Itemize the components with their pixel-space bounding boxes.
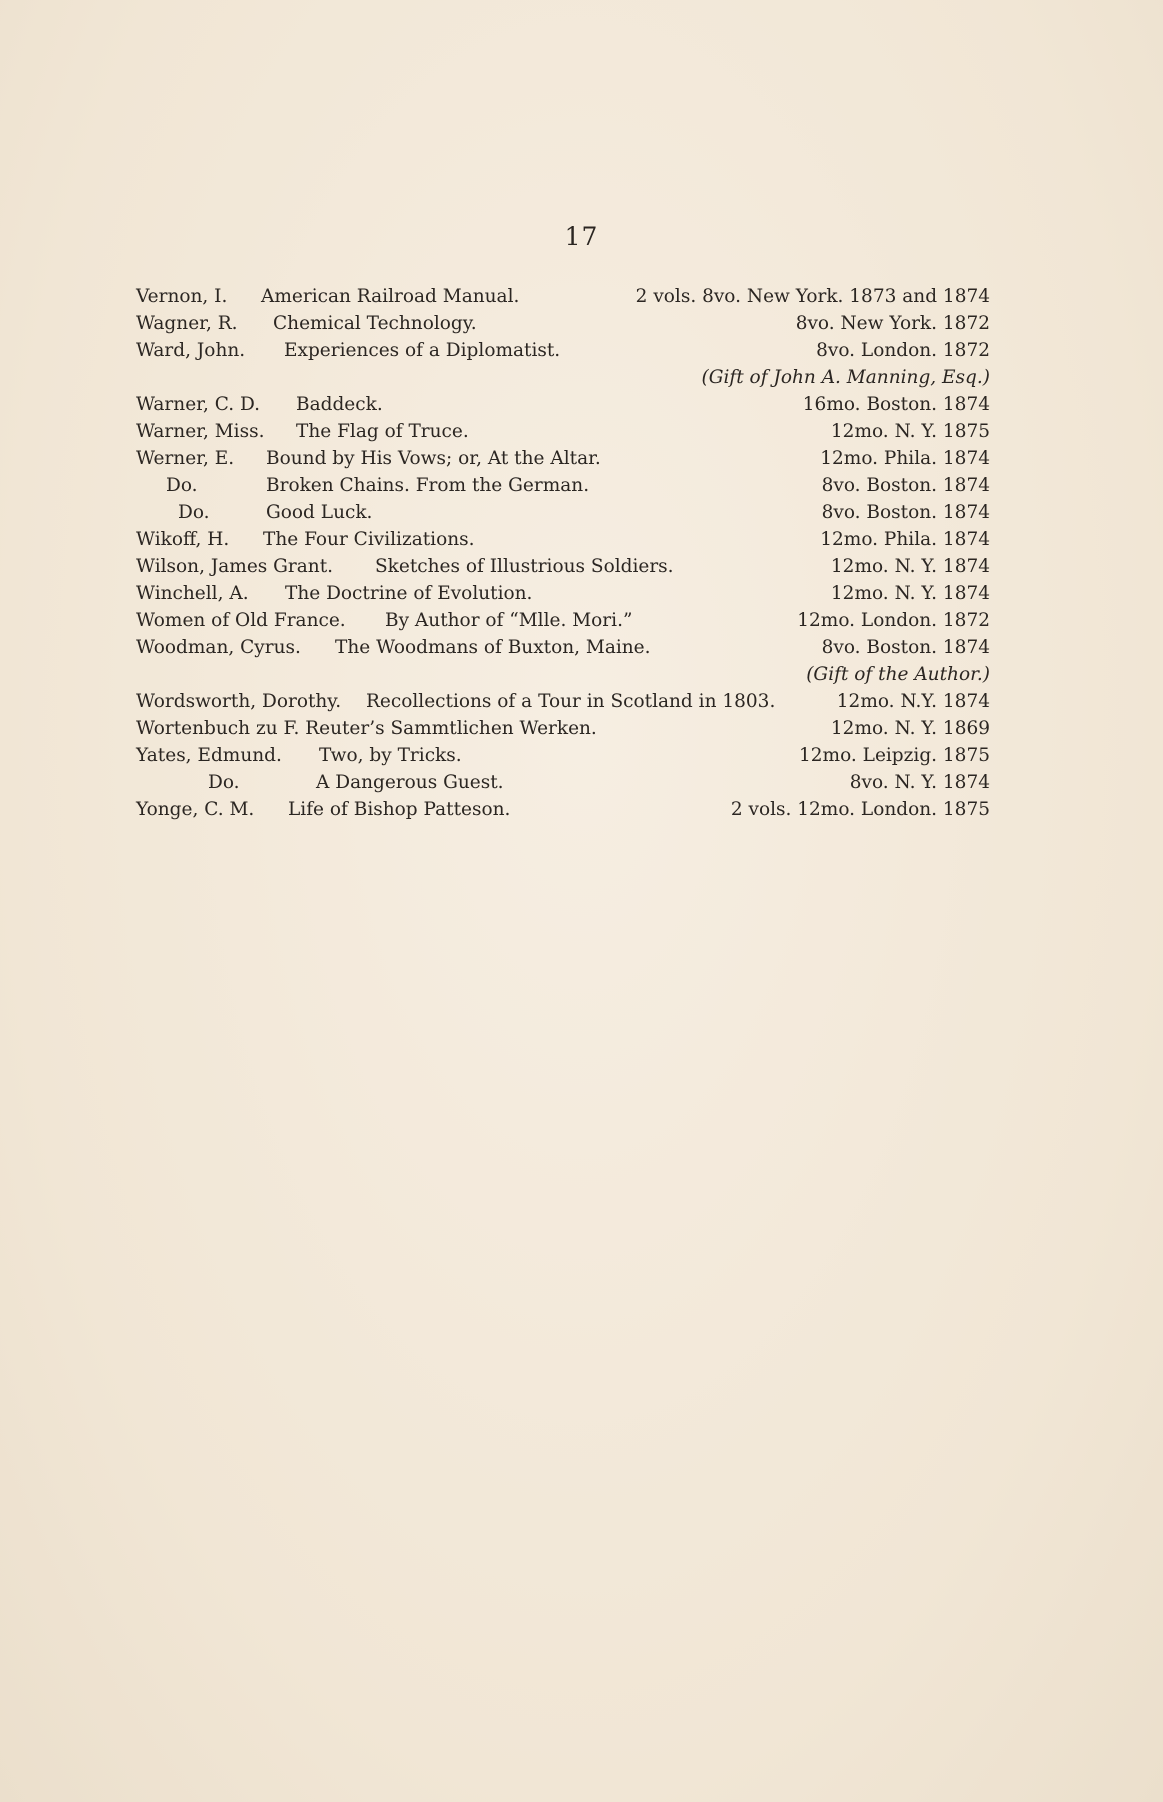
- catalog-entry: [136, 742, 990, 769]
- entry-imprint: 8vo. New York. 1872: [795, 313, 990, 334]
- entry-imprint: 8vo. Boston. 1874: [821, 475, 990, 496]
- entry-title: Experiences of a Diplomatist.: [284, 340, 561, 361]
- entry-author: Do.: [166, 475, 198, 496]
- entry-author: Yonge, C. M.: [136, 799, 255, 820]
- entry-author: Wortenbuch zu F. Reuter’s Sammtlichen Werken.: [136, 718, 597, 739]
- entry-title: By Author of “Mlle. Mori.”: [385, 610, 633, 631]
- entry-author: Warner, C. D.: [136, 394, 261, 415]
- entry-imprint: 12mo. Phila. 1874: [820, 529, 990, 550]
- entry-title: Recollections of a Tour in Scotland in 1803.: [366, 691, 776, 712]
- entry-author: Woodman, Cyrus.: [136, 637, 301, 658]
- entry-imprint: 8vo. London. 1872: [816, 340, 990, 361]
- catalog-entry: [136, 688, 990, 715]
- catalog-entry: [136, 310, 990, 337]
- entry-imprint: 12mo. N. Y. 1874: [830, 556, 990, 577]
- catalog-entry: [136, 769, 990, 796]
- catalog-entry: [136, 499, 990, 526]
- entry-imprint: 2 vols. 8vo. New York. 1873 and 1874: [635, 286, 990, 307]
- entry-imprint: 8vo. N. Y. 1874: [849, 772, 990, 793]
- entry-title: Baddeck.: [296, 394, 383, 415]
- catalog-entry: [136, 796, 990, 823]
- entry-author: Vernon, I.: [136, 286, 228, 307]
- catalog-entry: [136, 283, 990, 310]
- entry-title: Sketches of Illustrious Soldiers.: [375, 556, 674, 577]
- entry-imprint: 12mo. N.Y. 1874: [836, 691, 990, 712]
- entry-author: Werner, E.: [136, 448, 235, 469]
- catalog-entry: [136, 472, 990, 499]
- entry-author: Wikoff, H.: [136, 529, 230, 550]
- gift-note: (Gift of the Author.): [806, 664, 990, 685]
- entry-author: Yates, Edmund.: [136, 745, 282, 766]
- entry-title: The Four Civilizations.: [263, 529, 475, 550]
- entry-title: A Dangerous Guest.: [316, 772, 504, 793]
- entry-imprint: 16mo. Boston. 1874: [802, 394, 990, 415]
- entry-author: Wordsworth, Dorothy.: [136, 691, 342, 712]
- entry-imprint: 12mo. London. 1872: [797, 610, 990, 631]
- entry-title: Life of Bishop Patteson.: [288, 799, 511, 820]
- gift-note: (Gift of John A. Manning, Esq.): [701, 367, 990, 388]
- entry-title: Bound by His Vows; or, At the Altar.: [266, 448, 601, 469]
- entry-author: Wilson, James Grant.: [136, 556, 334, 577]
- entry-imprint: 12mo. Phila. 1874: [820, 448, 990, 469]
- entry-imprint: 12mo. Leipzig. 1875: [799, 745, 990, 766]
- catalog-entry: [136, 445, 990, 472]
- catalog-entry: [136, 634, 990, 661]
- entry-imprint: 12mo. N. Y. 1874: [830, 583, 990, 604]
- catalog-entry: [136, 526, 990, 553]
- catalog-entry: [136, 715, 990, 742]
- entry-title: Chemical Technology.: [273, 313, 477, 334]
- entry-title: The Doctrine of Evolution.: [285, 583, 533, 604]
- entry-imprint: 8vo. Boston. 1874: [821, 502, 990, 523]
- catalog-entry: [136, 418, 990, 445]
- catalog-entry: [136, 580, 990, 607]
- catalog-entry: [136, 337, 990, 364]
- catalog-entry: [136, 553, 990, 580]
- entry-imprint: 2 vols. 12mo. London. 1875: [730, 799, 990, 820]
- entry-imprint: 12mo. N. Y. 1869: [830, 718, 990, 739]
- entry-title: American Railroad Manual.: [261, 286, 520, 307]
- entry-author: Wagner, R.: [136, 313, 238, 334]
- entry-title: The Woodmans of Buxton, Maine.: [335, 637, 651, 658]
- entry-title: Broken Chains. From the German.: [266, 475, 590, 496]
- entry-author: Ward, John.: [136, 340, 246, 361]
- entry-author: Do.: [208, 772, 240, 793]
- entry-imprint: 8vo. Boston. 1874: [821, 637, 990, 658]
- entry-author: Women of Old France.: [136, 610, 346, 631]
- entry-author: Warner, Miss.: [136, 421, 265, 442]
- page-number: 17: [564, 222, 599, 251]
- entry-author: Do.: [178, 502, 210, 523]
- catalog-entry: [136, 607, 990, 634]
- catalog-entry: [136, 391, 990, 418]
- entry-title: Good Luck.: [266, 502, 373, 523]
- entry-imprint: 12mo. N. Y. 1875: [830, 421, 990, 442]
- entry-author: Winchell, A.: [136, 583, 249, 604]
- entry-title: The Flag of Truce.: [296, 421, 469, 442]
- entry-title: Two, by Tricks.: [319, 745, 462, 766]
